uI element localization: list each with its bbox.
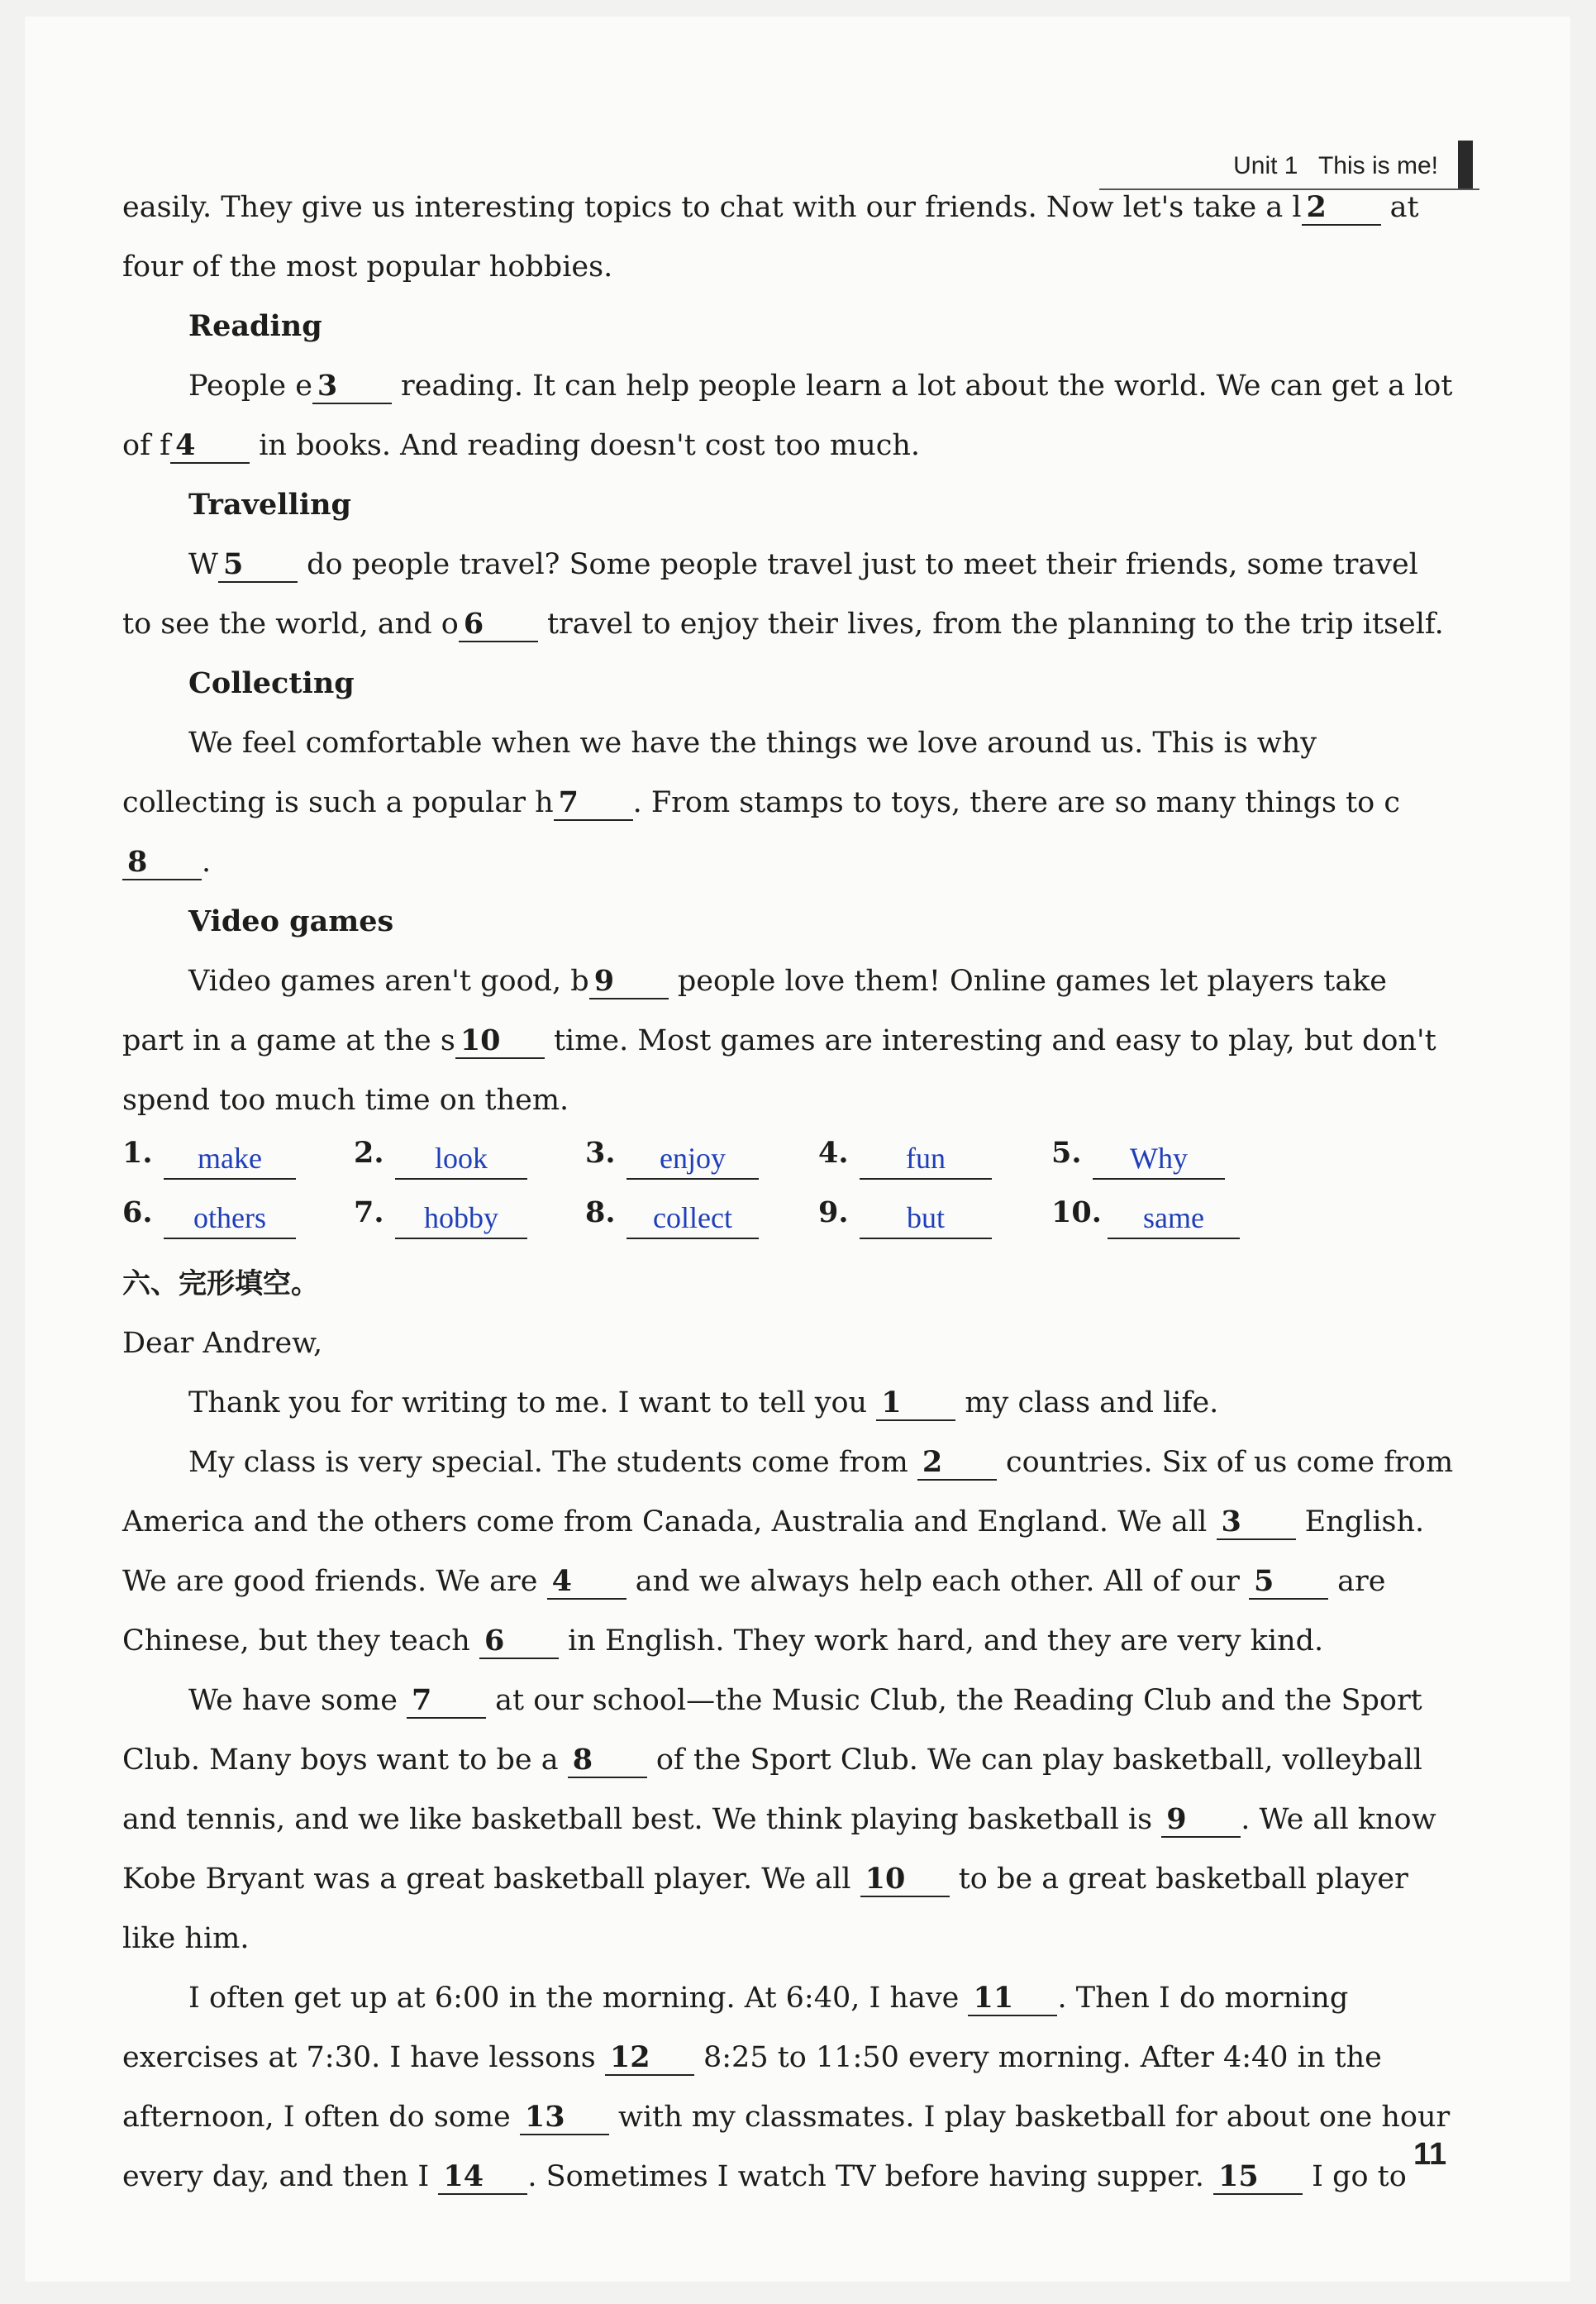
unit-name: This is me! [1317,152,1438,179]
answer-item [1051,1190,1266,1247]
answer-blank-10: 10 [455,1024,545,1059]
answer-blank-10: 10 [860,1863,950,1897]
unit-title [1233,152,1438,180]
answer-blank-3: 3 [312,370,392,404]
answer-blank-14: 14 [438,2160,527,2195]
answer-number: 3. [585,1136,616,1170]
unit-label: Unit 1 [1233,152,1298,179]
text-run: W [188,548,218,581]
text-run: Video games aren't good, b [188,965,589,998]
header-bar-decoration [1458,141,1473,188]
answer-item [818,1190,1033,1247]
answer-blank-6: 6 [479,1624,559,1659]
passage1-intro [122,178,1455,297]
section-heading-collecting: Collecting [188,666,355,700]
text-run: in English. They work hard, and they are very kind. [558,1624,1324,1658]
section-heading-travelling: Travelling [188,488,352,522]
answer-value: enjoy [626,1138,759,1180]
answer-blank-7: 7 [407,1684,486,1719]
answer-number: 8. [585,1195,616,1229]
answer-blank-3: 3 [1217,1505,1296,1540]
answer-number: 2. [354,1136,384,1170]
answer-item [818,1130,1033,1188]
answer-grid [122,1130,1455,1254]
answer-value: Why [1093,1138,1225,1180]
answer-blank-5: 5 [218,548,298,583]
answer-number: 9. [818,1195,849,1229]
answer-number: 1. [122,1136,153,1170]
answer-number: 7. [354,1195,384,1229]
text-run: to be a great basketball player like him. [122,1863,1408,1955]
text-run: my class and life. [955,1386,1219,1419]
text-run: 8:25 to 11:50 every morning. After 4:40 in the afternoon, I often do some [122,2041,1382,2134]
passage1-sections [122,297,1455,1130]
answer-blank-2: 2 [1302,191,1381,226]
answer-value: make [164,1138,296,1180]
answer-item [585,1190,800,1247]
text-run: of the Sport Club. We can play basketball, volleyball and tennis, and we like basketball best. We think playing basketball is [122,1744,1422,1836]
answer-blank-11: 11 [968,1982,1057,2016]
text-run: English. We are good friends. We are [122,1505,1425,1598]
answer-blank-4: 4 [170,429,250,464]
letter-salutation: Dear Andrew, [122,1327,323,1360]
text-run: People e [188,370,312,403]
answer-value: fun [860,1138,992,1180]
section-heading-video-games: Video games [188,904,394,938]
text-run: with my classmates. I play basketball for about one hour every day, and then I [122,2101,1451,2193]
letter-paragraph [122,1373,1455,1433]
text-run: . From stamps to toys, there are so many things to c [632,786,1400,819]
answer-number: 10. [1051,1195,1102,1229]
answer-item [122,1130,337,1188]
answer-number: 6. [122,1195,153,1229]
answer-blank-7: 7 [554,786,633,821]
answer-item [1051,1130,1266,1188]
text-run: time. Most games are interesting and easy to play, but don't spend too much time on them. [122,1024,1436,1117]
text-run: I go to [1303,2160,1407,2193]
answer-number: 4. [818,1136,849,1170]
text-run: at our school—the Music Club, the Reading Club and the Sport Club. Many boys want to be a [122,1684,1422,1777]
answer-blank-8: 8 [568,1744,647,1778]
text-run: My class is very special. The students come from [188,1446,917,1479]
text-run: in books. And reading doesn't cost too much. [250,429,921,462]
section-body [122,356,1455,475]
text-run: Thank you for writing to me. I want to tell you [188,1386,877,1419]
page-number: 11 [1413,2137,1447,2172]
answer-item [122,1190,337,1247]
answer-value: collect [626,1198,759,1239]
text-run: are Chinese, but they teach [122,1565,1386,1658]
text-run: We feel comfortable when we have the things we love around us. This is why collecting is such a popular h [122,727,1317,819]
letter-paragraph [122,1433,1455,1671]
text-run: . [202,846,212,879]
answer-value: but [860,1198,992,1239]
answer-value: hobby [395,1198,527,1239]
text-run: . Then I do morning exercises at 7:30. I have lessons [122,1982,1349,2074]
text-run: We have some [188,1684,407,1717]
answer-blank-9: 9 [589,965,669,999]
answer-value: look [395,1138,527,1180]
section-body [122,713,1455,892]
answer-blank-9: 9 [1161,1803,1241,1838]
section-body [122,535,1455,654]
text-run: people love them! Online games let players take part in a game at the s [122,965,1388,1057]
answer-blank-6: 6 [459,608,538,642]
section-heading-reading: Reading [188,309,322,343]
answer-item [585,1130,800,1188]
answer-blank-4: 4 [547,1565,626,1600]
answer-blank-1: 1 [876,1386,955,1421]
text-run: . We all know Kobe Bryant was a great basketball player. We all [122,1803,1436,1896]
answer-blank-5: 5 [1249,1565,1328,1600]
answer-value: same [1108,1198,1240,1239]
page-content [122,178,1455,2206]
text-run: easily. They give us interesting topics to chat with our friends. Now let's take a l [122,191,1302,224]
text-run: I often get up at 6:00 in the morning. At 6:40, I have [188,1982,969,2015]
text-run: at four of the most popular hobbies. [122,191,1419,284]
answer-blank-13: 13 [520,2101,609,2135]
text-run: . Sometimes I watch TV before having supper. [527,2160,1213,2193]
text-run: countries. Six of us come from America and the others come from Canada, Australia and England. We all [122,1446,1454,1538]
text-run: do people travel? Some people travel just to meet their friends, some travel to see the world, and o [122,548,1418,641]
answer-blank-2: 2 [917,1446,997,1481]
answer-blank-8: 8 [122,846,202,880]
answer-value: others [164,1198,296,1239]
letter-body [122,1373,1455,2206]
answer-blank-12: 12 [605,2041,694,2076]
letter-paragraph [122,1968,1455,2206]
text-run: reading. It can help people learn a lot about the world. We can get a lot of f [122,370,1453,462]
text-run: travel to enjoy their lives, from the planning to the trip itself. [537,608,1444,641]
answer-number: 5. [1051,1136,1082,1170]
section-body [122,952,1455,1130]
answer-item [354,1130,569,1188]
letter-paragraph [122,1671,1455,1968]
answer-item [354,1190,569,1247]
answer-blank-15: 15 [1213,2160,1303,2195]
text-run: and we always help each other. All of our [626,1565,1249,1598]
section-title: 六、完形填空。 [122,1267,319,1300]
